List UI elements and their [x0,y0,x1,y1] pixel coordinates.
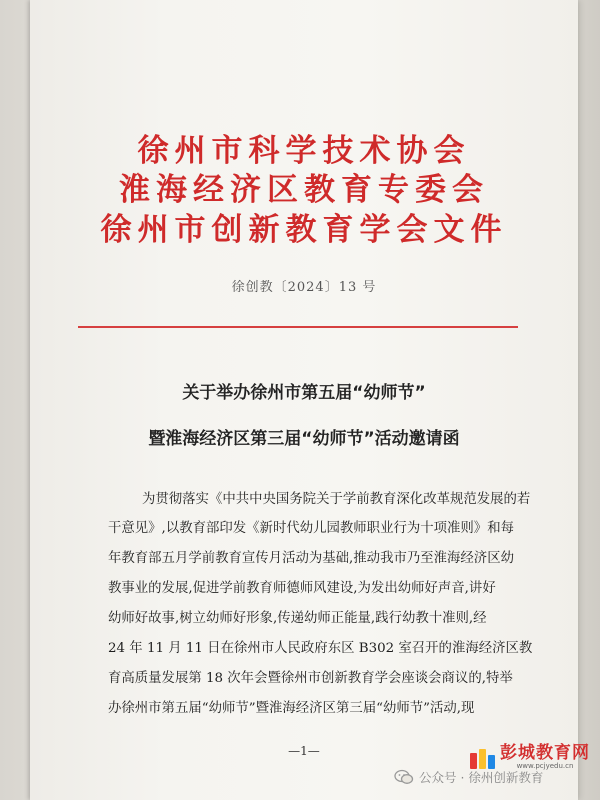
page-number: —1— [288,744,320,758]
body-line: 办徐州市第五届“幼师节”暨淮海经济区第三届“幼师节”活动,现 [108,701,475,716]
document-title-line-2: 暨淮海经济区第三届“幼师节”活动邀请函 [148,429,460,449]
body-line: 幼师好故事,树立幼师好形象,传递幼师正能量,践行幼教十准则,经 [108,611,487,626]
body-line: 24 年 11 月 11 日在徐州市人民政府东区 B302 室召开的淮海经济区教 [108,641,533,656]
issuer-line-1: 徐州市科学技术协会 [137,133,471,169]
book-logo-icon [470,747,496,769]
account-credit [394,768,543,786]
body-line: 干意见》,以教育部印发《新时代幼儿园教师职业行为十项准则》和每 [108,521,514,536]
watermark-name: 彭城教育网 [500,743,590,763]
body-line: 教事业的发展,促进学前教育师德师风建设,为发出幼师好声音,讲好 [108,581,496,596]
issuer-line-2: 淮海经济区教育专委会 [119,172,489,208]
document-title-line-1: 关于举办徐州市第五届“幼师节” [182,383,426,403]
document-number: 徐创教〔2024〕13 号 [231,280,377,295]
red-divider [78,326,518,328]
wechat-icon [394,769,414,785]
body-line: 年教育部五月学前教育宣传月活动为基础,推动我市乃至淮海经济区幼 [108,551,514,566]
watermark-url: www.pcjyedu.cn [516,762,574,770]
site-watermark [470,744,590,771]
body-line: 为贯彻落实《中共中央国务院关于学前教育深化改革规范发展的若 [142,492,531,507]
account-label: 公众号 · 徐州创新教育 [419,770,544,785]
body-line: 育高质量发展第 18 次年会暨徐州市创新教育学会座谈会商议的,特举 [108,671,513,686]
issuer-line-3: 徐州市创新教育学会文件 [100,212,508,248]
